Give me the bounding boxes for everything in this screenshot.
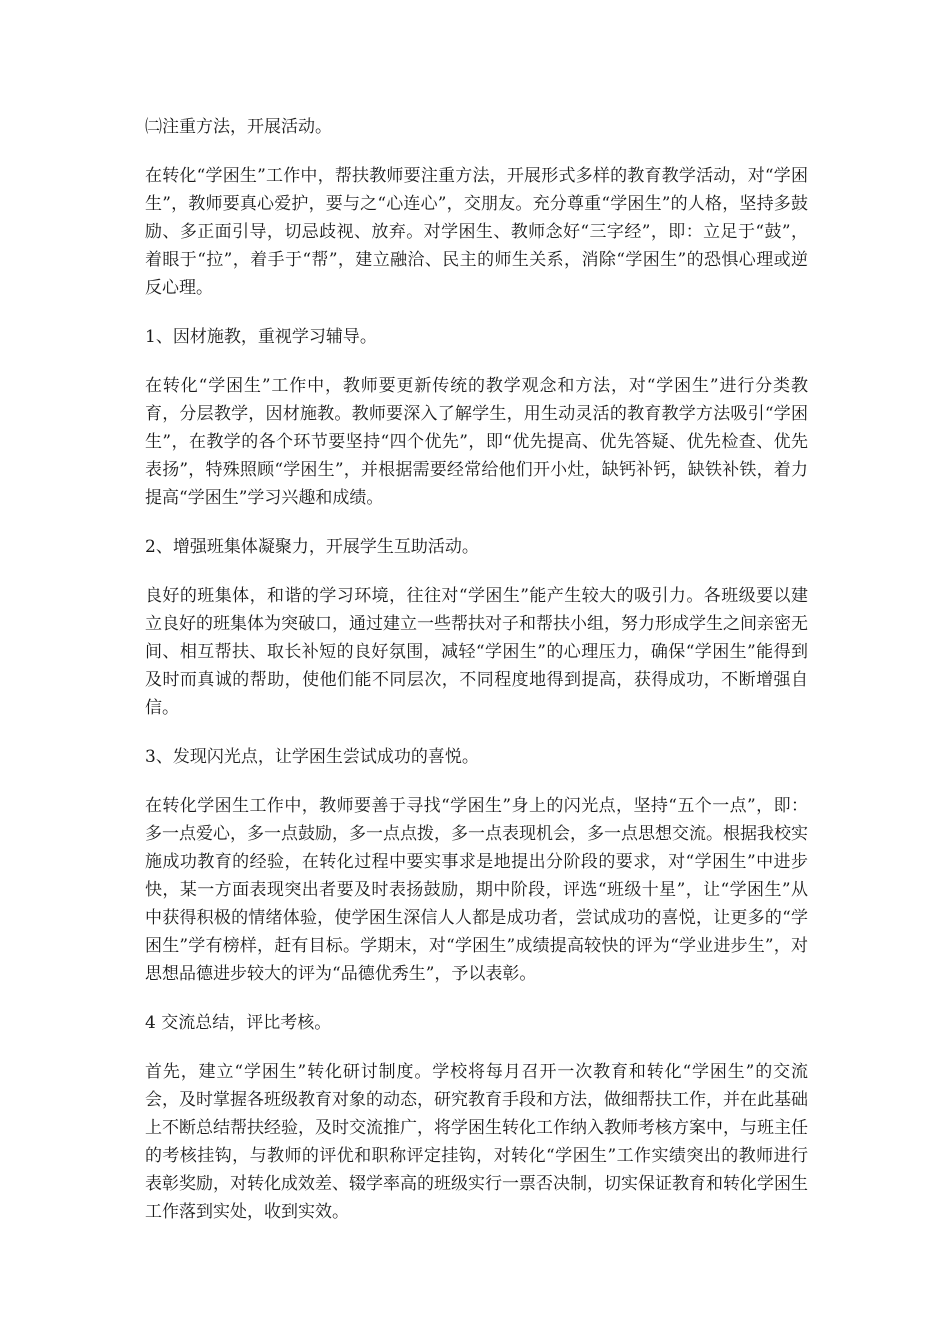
section-heading-4: 3、发现闪光点，让学困生尝试成功的喜悦。 <box>145 747 479 767</box>
section-paragraph-2: 在转化“学困生”工作中，教师要更新传统的教学观念和方法，对“学困生”进行分类教育，分层教学，因材施教。教师要深入了解学生，用生动灵活的教育教学方法吸引“学困生”，在教学的各个环节要坚持“四个优先”，即“优先提高、优先答疑、优先检查、优先表扬”，特殊照顾“学困生”，并根据需要经常给他们开小灶，缺钙补钙，缺铁补铁，着力提高“学困生”学习兴趣和成绩。 <box>145 376 808 508</box>
document-body <box>145 113 808 1247</box>
section-paragraph-4: 在转化学困生工作中，教师要善于寻找“学困生”身上的闪光点，坚持“五个一点”，即：多一点爱心，多一点鼓励，多一点点拨，多一点表现机会，多一点思想交流。根据我校实施成功教育的经验，在转化过程中要实事求是地提出分阶段的要求，对“学困生”中进步快，某一方面表现突出者要及时表扬鼓励，期中阶段，评选“班级十星”，让“学困生”从中获得积极的情绪体验，使学困生深信人人都是成功者，尝试成功的喜悦，让更多的“学困生”学有榜样，赶有目标。学期末，对“学困生”成绩提高较快的评为“学业进步生”，对思想品德进步较大的评为“品德优秀生”，予以表彰。 <box>145 796 808 984</box>
section-heading-1: ㈡注重方法，开展活动。 <box>145 117 332 137</box>
section-paragraph-1: 在转化“学困生”工作中，帮扶教师要注重方法，开展形式多样的教育教学活动，对“学困生”，教师要真心爱护，要与之“心连心”，交朋友。充分尊重“学困生”的人格，坚持多鼓励、多正面引导，切忌歧视、放弃。对学困生、教师念好“三字经”，即：立足于“鼓”，着眼于“拉”，着手于“帮”，建立融洽、民主的师生关系，消除“学困生”的恐惧心理或逆反心理。 <box>145 166 808 298</box>
section-paragraph-3: 良好的班集体，和谐的学习环境，往往对“学困生”能产生较大的吸引力。各班级要以建立良好的班集体为突破口，通过建立一些帮扶对子和帮扶小组，努力形成学生之间亲密无间、相互帮扶、取长补短的良好氛围，减轻“学困生”的心理压力，确保“学困生”能得到及时而真诚的帮助，使他们能不同层次，不同程度地得到提高，获得成功，不断增强自信。 <box>145 586 808 718</box>
section-heading-5: 4 交流总结，评比考核。 <box>145 1013 332 1033</box>
section-heading-3: 2、增强班集体凝聚力，开展学生互助活动。 <box>145 537 479 557</box>
section-heading-2: 1、因材施教，重视学习辅导。 <box>145 327 377 347</box>
section-paragraph-5: 首先，建立“学困生”转化研讨制度。学校将每月召开一次教育和转化“学困生”的交流会，及时掌握各班级教育对象的动态，研究教育手段和方法，做细帮扶工作，并在此基础上不断总结帮扶经验，及时交流推广，将学困生转化工作纳入教师考核方案中，与班主任的考核挂钩，与教师的评优和职称评定挂钩，对转化“学困生”工作实绩突出的教师进行表彰奖励，对转化成效差、辍学率高的班级实行一票否决制，切实保证教育和转化学困生工作落到实处，收到实效。 <box>145 1062 808 1222</box>
